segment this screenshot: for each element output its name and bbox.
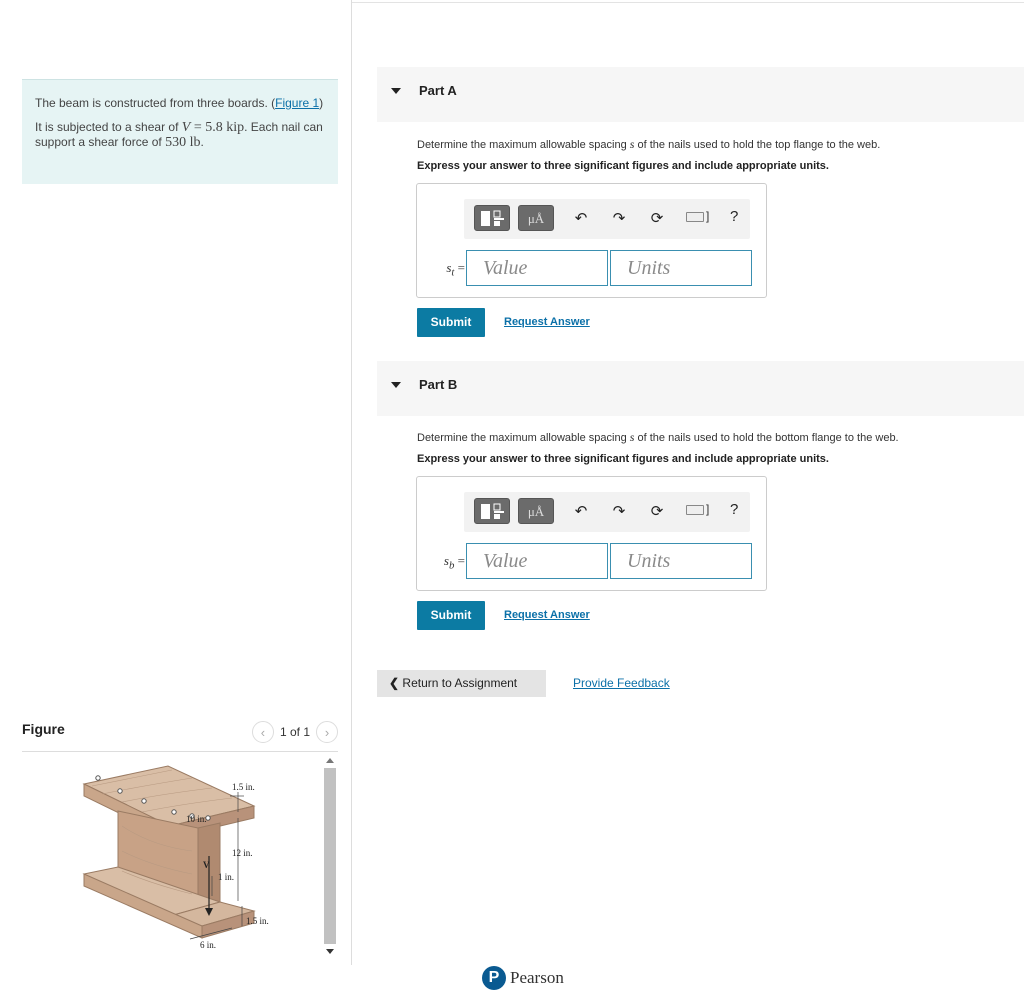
shear-variable: V [181, 120, 191, 135]
units-input[interactable]: Units [610, 543, 752, 579]
variable-subscript: b [448, 559, 455, 572]
equals-sign: = [454, 553, 465, 568]
figure-header [22, 718, 338, 752]
shear-value: = 5.8 kip [190, 120, 245, 135]
answer-variable-st [427, 260, 465, 279]
pearson-logo-icon: P [482, 966, 506, 990]
value-input[interactable]: Value [466, 250, 608, 286]
figure-area [22, 756, 338, 962]
figure-pager [252, 721, 338, 743]
variable-subscript: t [451, 266, 455, 279]
return-label: Return to Assignment [402, 676, 518, 690]
scroll-thumb[interactable] [324, 768, 336, 944]
part-b-question [417, 430, 899, 445]
help-icon[interactable]: ? [730, 208, 739, 225]
figure-link[interactable]: Figure 1 [275, 96, 320, 110]
problem-text: . [200, 135, 204, 149]
problem-text: ) [319, 96, 324, 110]
left-pane [0, 0, 352, 965]
part-a-answer-box [416, 183, 767, 298]
part-b-title: Part B [419, 377, 458, 392]
keyboard-bracket: ] [706, 209, 710, 223]
chevron-left-icon: ❮ [389, 676, 400, 690]
keyboard-bracket: ] [706, 502, 710, 516]
figure-page-indicator: 1 of 1 [279, 725, 310, 739]
templates-button[interactable] [474, 205, 510, 231]
part-b-request-answer-link[interactable]: Request Answer [504, 609, 590, 621]
nail-force: 530 lb [165, 135, 201, 150]
redo-icon[interactable]: ↷ [612, 210, 626, 227]
problem-text: It is subjected to a shear of [35, 120, 182, 134]
question-variable: s [629, 430, 635, 444]
variable-symbol: s [443, 553, 449, 568]
value-input[interactable]: Value [466, 543, 608, 579]
label-shear: V [203, 860, 210, 870]
label-web-height: 12 in. [232, 848, 253, 858]
math-toolbar [464, 199, 750, 239]
label-nail-spacing: 10 in. [186, 814, 207, 824]
variable-symbol: s [446, 260, 452, 275]
keyboard-icon[interactable] [686, 212, 704, 222]
units-button[interactable]: μÅ [518, 498, 554, 524]
equals-sign: = [454, 260, 465, 275]
reset-icon[interactable]: ⟳ [650, 210, 664, 227]
part-a-instruction: Express your answer to three significant figures and include appropriate units. [417, 160, 829, 172]
redo-icon[interactable]: ↷ [612, 503, 626, 520]
beam-figure [22, 756, 312, 956]
math-toolbar [464, 492, 750, 532]
part-a-title: Part A [419, 83, 457, 98]
problem-paragraph-1 [35, 96, 326, 110]
label-top-thickness: 1.5 in. [232, 782, 255, 792]
units-input[interactable]: Units [610, 250, 752, 286]
caret-down-icon [391, 88, 401, 94]
reset-icon[interactable]: ⟳ [650, 503, 664, 520]
prev-figure-button[interactable] [252, 721, 274, 743]
part-a-submit-button[interactable]: Submit [417, 308, 485, 337]
problem-text: The beam is constructed from three boards. ( [35, 96, 276, 110]
question-variable: s [629, 137, 635, 151]
pearson-brand [482, 966, 564, 990]
part-a-header[interactable] [377, 67, 1024, 122]
top-divider [352, 2, 1024, 3]
templates-icon [475, 206, 511, 232]
problem-statement [22, 79, 338, 184]
templates-button[interactable] [474, 498, 510, 524]
part-b-submit-button[interactable]: Submit [417, 601, 485, 630]
part-b-instruction: Express your answer to three significant figures and include appropriate units. [417, 453, 829, 465]
label-flange-width: 6 in. [200, 940, 217, 950]
templates-icon [475, 499, 511, 525]
caret-down-icon [391, 382, 401, 388]
label-web-thickness: 1 in. [218, 872, 235, 882]
problem-paragraph-2 [35, 120, 326, 150]
part-b-header[interactable] [377, 361, 1024, 416]
scroll-up-arrow-icon[interactable] [326, 758, 334, 763]
question-text: of the nails used to hold the top flange to the web. [634, 139, 881, 151]
answer-variable-sb [427, 553, 465, 572]
help-icon[interactable]: ? [730, 501, 739, 518]
chevron-left-icon: ‹ [260, 724, 266, 740]
next-figure-button[interactable] [316, 721, 338, 743]
part-b-answer-box [416, 476, 767, 591]
provide-feedback-link[interactable]: Provide Feedback [573, 676, 670, 690]
part-a-question [417, 137, 880, 152]
figure-scrollbar[interactable] [322, 756, 338, 960]
shear-expression [182, 120, 244, 135]
question-text: of the nails used to hold the bottom flange to the web. [634, 432, 899, 444]
chevron-right-icon: › [324, 724, 330, 740]
undo-icon[interactable]: ↶ [574, 210, 588, 227]
question-text: Determine the maximum allowable spacing [417, 139, 630, 151]
units-button[interactable]: μÅ [518, 205, 554, 231]
question-text: Determine the maximum allowable spacing [417, 432, 630, 444]
return-to-assignment-button[interactable] [377, 670, 546, 697]
label-bottom-thickness: 1.5 in. [246, 916, 269, 926]
keyboard-icon[interactable] [686, 505, 704, 515]
figure-title: Figure [22, 721, 65, 737]
pearson-name: Pearson [510, 968, 564, 987]
problem-text: . Each nail can support a shear force of [35, 120, 323, 149]
scroll-down-arrow-icon[interactable] [326, 949, 334, 954]
undo-icon[interactable]: ↶ [574, 503, 588, 520]
part-a-request-answer-link[interactable]: Request Answer [504, 316, 590, 328]
